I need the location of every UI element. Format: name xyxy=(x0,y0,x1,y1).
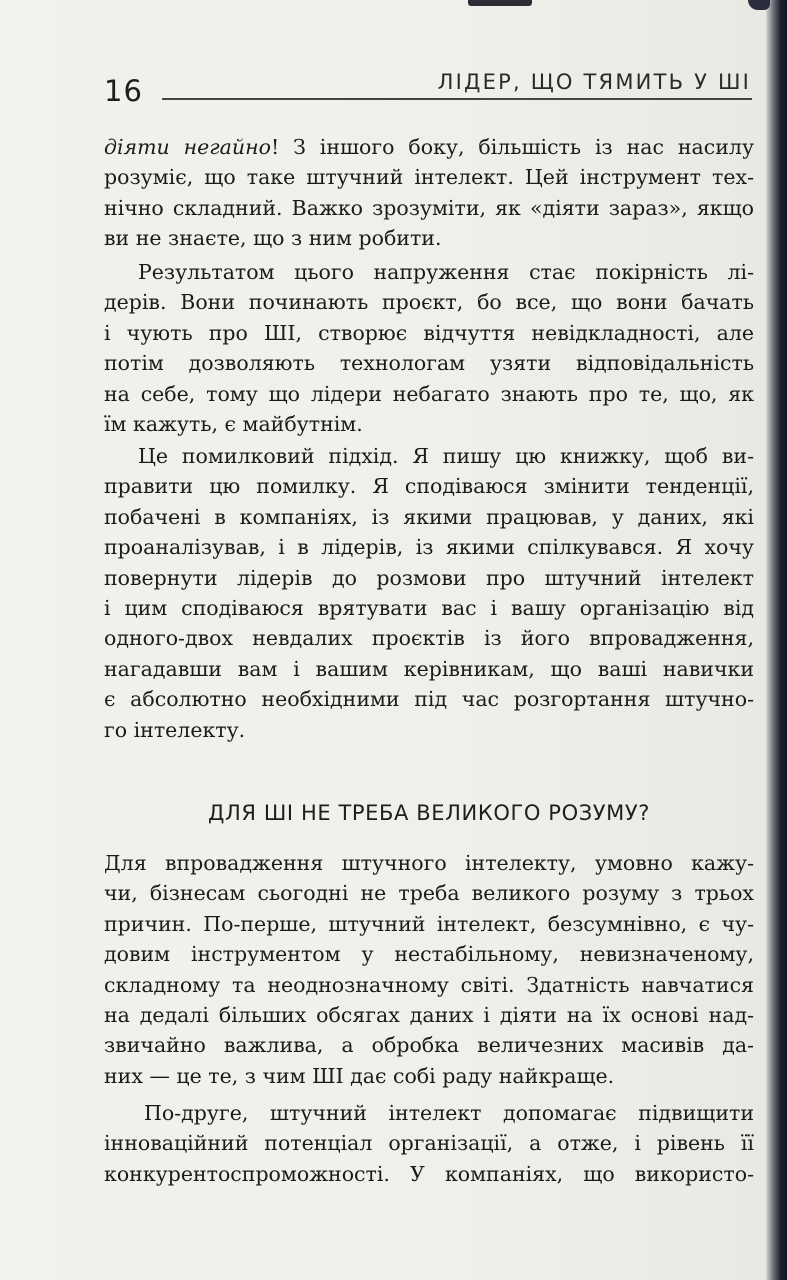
text-line: них — це те, з чим ШІ дає собі раду найкраще. xyxy=(104,1063,615,1088)
text-line: на дедалі більших обсягах даних і діяти на їх основі над- xyxy=(104,1003,754,1028)
text-line: Для впровадження штучного інтелекту, умовно кажу- xyxy=(104,851,754,875)
book-cover-edge xyxy=(766,0,787,1280)
text-line: повернути лідерів до розмови про штучний інтелект xyxy=(104,565,754,590)
text-line: є абсолютно необхідними під час розгортання штучно- xyxy=(104,687,754,712)
paragraph-1 xyxy=(104,132,754,254)
text-line: Результатом цього напруження стає покірність лі- xyxy=(138,260,754,284)
paragraph-3 xyxy=(104,441,754,745)
text-line: чи, бізнесам сьогодні не треба великого розуму з трьох xyxy=(104,881,754,906)
page-number: 16 xyxy=(104,74,143,108)
text-line: правити цю помилку. Я сподіваюся змінити тенденції, xyxy=(104,474,754,499)
text-line: причин. По-перше, штучний інтелект, безсумнівно, є чу- xyxy=(104,911,754,936)
text-line: їм кажуть, є майбутнім. xyxy=(104,412,363,437)
running-title: ЛІДЕР, ЩО ТЯМИТЬ У ШІ xyxy=(437,70,751,94)
text-line: довим інструментом у нестабільному, невизначеному, xyxy=(104,942,754,967)
page-top-mark xyxy=(468,0,532,6)
text-line: конкурентоспроможності. У компаніях, що використо- xyxy=(104,1161,754,1186)
running-head-rule xyxy=(162,98,752,100)
text-line: інноваційний потенціал організації, а отже, і рівень її xyxy=(104,1131,754,1156)
paragraph-2 xyxy=(104,257,754,439)
text-line: ви не знаєте, що з ним робити. xyxy=(104,226,442,251)
text-line: проаналізував, і в лідерів, із якими спілкувався. Я хочу xyxy=(104,535,754,560)
text-line: розуміє, що таке штучний інтелект. Цей інструмент тех- xyxy=(104,165,754,190)
text-line: на себе, тому що лідери небагато знають про те, що, як xyxy=(104,381,754,406)
text-line: нічно складний. Важко зрозуміти, як «діяти зараз», якщо xyxy=(104,195,754,220)
text-line: Це помилковий підхід. Я пишу цю книжку, щоб ви- xyxy=(138,444,754,468)
text-line: одного-двох невдалих проєктів із його впровадження, xyxy=(104,626,754,651)
text-line: го інтелекту. xyxy=(104,717,246,742)
text-line: і цим сподіваюся врятувати вас і вашу організацію від xyxy=(104,596,754,621)
text-line: побачені в компаніях, із якими працював, у даних, які xyxy=(104,504,754,529)
text-line: складному та неоднозначному світі. Здатність навчатися xyxy=(104,972,754,997)
text-line: По-друге, штучний інтелект допомагає підвищити xyxy=(144,1101,754,1125)
text-line: нагадавши вам і вашим керівникам, що ваші навички xyxy=(104,656,754,681)
text-line: дерів. Вони починають проєкт, бо все, що вони бачать xyxy=(104,290,754,315)
text-line xyxy=(104,132,754,162)
text-line: і чують про ШІ, створює відчуття невідкладності, але xyxy=(104,320,754,345)
section-heading: ДЛЯ ШІ НЕ ТРЕБА ВЕЛИКОГО РОЗУМУ? xyxy=(207,801,651,825)
line-text: ! З іншого боку, більшість із нас насилу xyxy=(270,135,755,159)
text-line: звичайно важлива, а обробка величезних масивів да- xyxy=(104,1033,754,1058)
section-paragraph-2 xyxy=(104,1098,754,1189)
italic-phrase: діяти негайно xyxy=(104,135,271,159)
text-line: потім дозволяють технологам узяти відповідальність xyxy=(104,351,754,376)
section-paragraph-1 xyxy=(104,848,754,1091)
